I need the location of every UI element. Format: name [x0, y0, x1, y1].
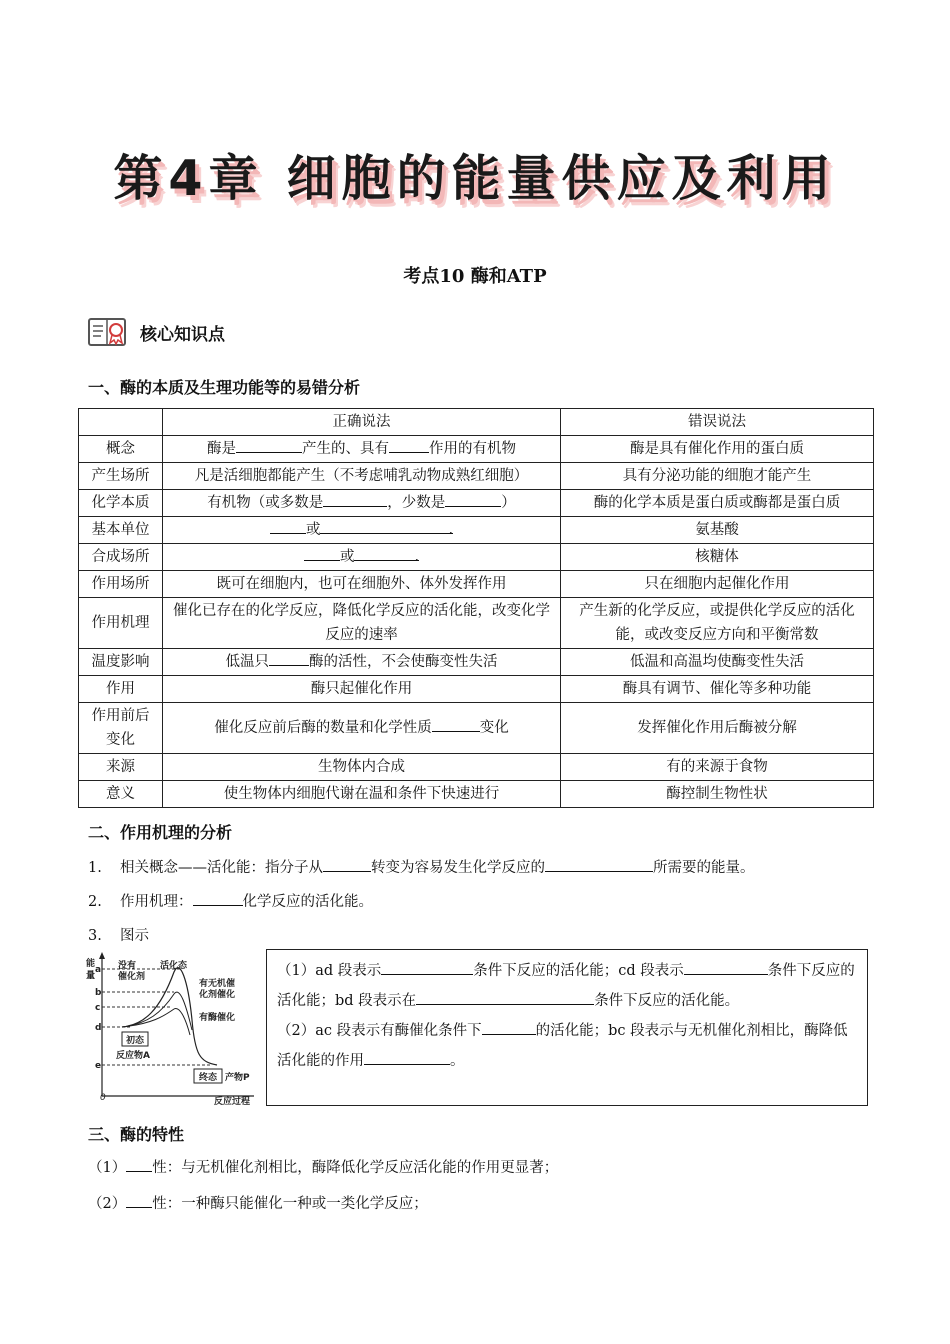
correct-cell — [163, 436, 561, 463]
label-inorganic-1: 有无机催 — [199, 979, 236, 989]
chapter-title: 第4章 细胞的能量供应及利用 — [113, 150, 837, 207]
label-product: 产物P — [225, 1073, 250, 1083]
correct-cell — [163, 490, 561, 517]
correct-cell — [163, 544, 561, 571]
table-row — [79, 598, 874, 649]
fill-blank[interactable] — [389, 437, 429, 453]
row-item: 作用 — [79, 676, 163, 703]
item-number: 1. — [88, 860, 102, 876]
cell-text: ，少数是 — [387, 495, 446, 511]
fill-blank[interactable] — [381, 959, 473, 975]
cell-text: 或 — [305, 522, 321, 538]
property-item-1 — [88, 1156, 558, 1179]
table-row — [79, 436, 874, 463]
table-row — [79, 649, 874, 676]
header-cell — [79, 409, 163, 436]
q-text: （2）ac 段表示有酶催化条件下 — [277, 1023, 482, 1039]
item-number: 3. — [88, 928, 102, 944]
item-prefix: （1） — [88, 1160, 127, 1176]
part2-item-2 — [88, 890, 373, 913]
correct-cell: 催化已存在的化学反应，降低化学反应的活化能，改变化学反应的速率 — [163, 598, 561, 649]
wrong-cell: 核糖体 — [561, 544, 874, 571]
table-row — [79, 781, 874, 808]
q-text: 条件下反应的活化能；cd 段表示 — [473, 963, 684, 979]
header-cell: 错误说法 — [561, 409, 874, 436]
row-item: 来源 — [79, 754, 163, 781]
part2-heading: 二、作用机理的分析 — [88, 823, 233, 842]
cell-text: 有机物（或多数是 — [207, 495, 324, 511]
level-d: d — [95, 1023, 102, 1033]
label-no-catalyst-2: 催化剂 — [118, 972, 146, 982]
table-row — [79, 571, 874, 598]
row-item: 化学本质 — [79, 490, 163, 517]
q-text: 条件下反应的活化能。 — [594, 993, 740, 1009]
fill-blank[interactable] — [269, 650, 309, 666]
core-knowledge-label: 核心知识点 — [140, 324, 225, 345]
label-activated: 活化态 — [160, 961, 188, 971]
row-item: 作用机理 — [79, 598, 163, 649]
core-knowledge-heading — [88, 316, 225, 348]
q-text: 条件下反应的活化能；bd 段表示在 — [277, 963, 855, 1009]
question-2 — [277, 1016, 857, 1076]
table-row — [79, 544, 874, 571]
fill-blank[interactable] — [236, 437, 302, 453]
y-axis-arrow-icon — [99, 952, 105, 959]
correct-cell: 使生物体内细胞代谢在温和条件下快速进行 — [163, 781, 561, 808]
wrong-cell: 具有分泌功能的细胞才能产生 — [561, 463, 874, 490]
cell-text: 作用的有机物 — [429, 441, 516, 457]
part3-heading: 三、酶的特性 — [88, 1125, 185, 1144]
correct-cell: 酶只起催化作用 — [163, 676, 561, 703]
correct-cell — [163, 517, 561, 544]
property-item-2 — [88, 1192, 428, 1215]
item-text: 相关概念——活化能：指分子从 — [120, 860, 323, 876]
fill-blank[interactable] — [323, 856, 371, 872]
wrong-cell: 有的来源于食物 — [561, 754, 874, 781]
curve-enzyme — [122, 1008, 190, 1035]
item-text: 性：与无机催化剂相比，酶降低化学反应活化能的作用更显著； — [152, 1160, 559, 1176]
item-text: 所需要的能量。 — [653, 860, 755, 876]
y-axis-label-2: 量 — [86, 971, 96, 981]
level-b: b — [95, 988, 102, 998]
cell-text: 或 — [339, 549, 355, 565]
fill-blank[interactable] — [354, 545, 414, 561]
item-text: 化学反应的活化能。 — [242, 894, 373, 910]
row-item: 作用前后变化 — [79, 703, 163, 754]
item-text: 性：一种酶只能催化一种或一类化学反应； — [152, 1196, 428, 1212]
q-text: 的活化能；bc 段表示与无机催化剂相比，酶降低活化能的作用 — [277, 1023, 848, 1069]
cell-text: 产生的、具有 — [302, 441, 389, 457]
activation-energy-diagram — [82, 950, 257, 1108]
table-row — [79, 703, 874, 754]
fill-blank[interactable] — [545, 856, 653, 872]
part2-item-1 — [88, 856, 755, 879]
part2-item-3 — [88, 925, 149, 947]
cell-text: 低温只 — [225, 654, 269, 670]
table-header-row — [79, 409, 874, 436]
x-axis-label: 反应过程 — [214, 1097, 251, 1107]
section-title: 考点10 酶和ATP — [403, 266, 547, 287]
wrong-cell: 氨基酸 — [561, 517, 874, 544]
cell-text: 变化 — [479, 720, 509, 736]
q-text: 。 — [450, 1053, 465, 1069]
fill-blank[interactable] — [320, 518, 448, 534]
row-item: 作用场所 — [79, 571, 163, 598]
question-1 — [277, 956, 857, 1016]
label-final: 终态 — [199, 1073, 218, 1083]
cell-text: 催化反应前后酶的数量和化学性质 — [214, 720, 432, 736]
level-e: e — [95, 1061, 102, 1071]
fill-blank[interactable] — [445, 491, 501, 507]
row-item: 产生场所 — [79, 463, 163, 490]
table-row — [79, 517, 874, 544]
error-analysis-table — [78, 408, 874, 808]
y-axis-label-1: 能 — [86, 959, 96, 969]
wrong-cell: 酶具有调节、催化等多种功能 — [561, 676, 874, 703]
fill-blank[interactable] — [416, 989, 594, 1005]
level-a: a — [95, 965, 102, 975]
label-initial: 初态 — [126, 1036, 145, 1046]
part1-heading: 一、酶的本质及生理功能等的易错分析 — [88, 378, 361, 397]
item-text: 图示 — [120, 928, 149, 944]
header-cell: 正确说法 — [163, 409, 561, 436]
diagram-questions-box — [266, 949, 868, 1106]
fill-blank[interactable] — [432, 716, 480, 732]
correct-cell — [163, 649, 561, 676]
label-enzyme: 有酶催化 — [199, 1013, 236, 1023]
label-inorganic-2: 化剂催化 — [199, 990, 236, 1000]
cell-text: . — [414, 545, 419, 561]
wrong-cell: 产生新的化学反应，或提供化学反应的活化能，或改变反应方向和平衡常数 — [561, 598, 874, 649]
correct-cell: 既可在细胞内，也可在细胞外、体外发挥作用 — [163, 571, 561, 598]
fill-blank[interactable] — [684, 959, 768, 975]
row-item: 温度影响 — [79, 649, 163, 676]
item-prefix: （2） — [88, 1196, 127, 1212]
fill-blank[interactable] — [126, 1192, 152, 1208]
item-number: 2. — [88, 894, 102, 910]
wrong-cell: 只在细胞内起催化作用 — [561, 571, 874, 598]
table-row — [79, 676, 874, 703]
cell-text: . — [448, 518, 453, 534]
row-item: 概念 — [79, 436, 163, 463]
wrong-cell: 酶是具有催化作用的蛋白质 — [561, 436, 874, 463]
item-text: 转变为容易发生化学反应的 — [371, 860, 545, 876]
wrong-cell: 酶的化学本质是蛋白质或酶都是蛋白质 — [561, 490, 874, 517]
origin-label: 0 — [100, 1093, 106, 1103]
wrong-cell: 发挥催化作用后酶被分解 — [561, 703, 874, 754]
fill-blank[interactable] — [323, 491, 387, 507]
row-item: 意义 — [79, 781, 163, 808]
label-reactant: 反应物A — [116, 1051, 150, 1061]
wrong-cell: 低温和高温均使酶变性失活 — [561, 649, 874, 676]
item-text: 作用机理： — [120, 894, 193, 910]
fill-blank[interactable] — [270, 518, 306, 534]
wrong-cell: 酶控制生物性状 — [561, 781, 874, 808]
row-item: 合成场所 — [79, 544, 163, 571]
fill-blank[interactable] — [364, 1049, 450, 1065]
correct-cell: 生物体内合成 — [163, 754, 561, 781]
fill-blank[interactable] — [482, 1019, 536, 1035]
fill-blank[interactable] — [126, 1156, 152, 1172]
correct-cell: 凡是活细胞都能产生（不考虑哺乳动物成熟红细胞） — [163, 463, 561, 490]
fill-blank[interactable] — [304, 545, 340, 561]
row-item: 基本单位 — [79, 517, 163, 544]
cell-text: 酶的活性，不会使酶变性失活 — [309, 654, 498, 670]
label-no-catalyst-1: 没有 — [118, 961, 137, 971]
q-text: （1）ad 段表示 — [277, 963, 382, 979]
level-c: c — [95, 1003, 101, 1013]
table-row — [79, 754, 874, 781]
correct-cell — [163, 703, 561, 754]
fill-blank[interactable] — [193, 890, 243, 906]
cell-text: 酶是 — [207, 441, 236, 457]
table-row — [79, 463, 874, 490]
table-row — [79, 490, 874, 517]
cell-text: ） — [501, 495, 516, 511]
book-badge-icon — [88, 316, 128, 348]
